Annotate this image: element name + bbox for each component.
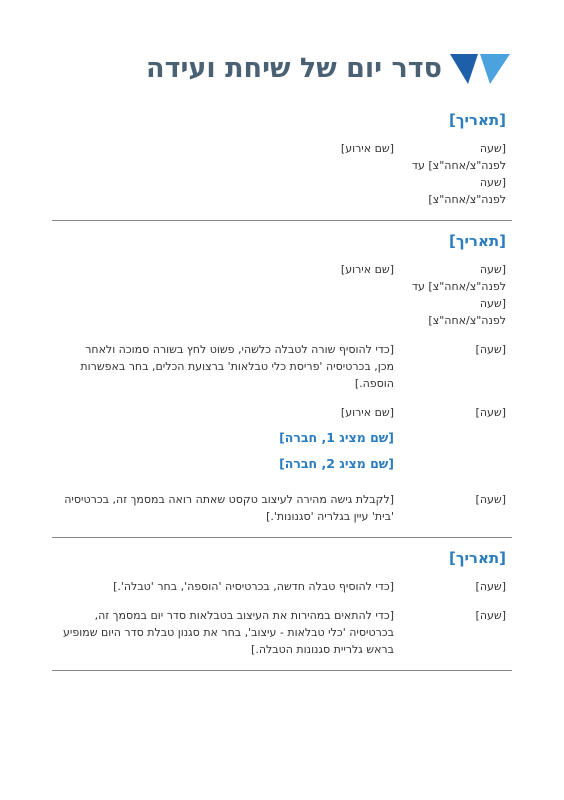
time-cell: [שעה]: [475, 406, 506, 419]
logo-chevron-light: [480, 54, 510, 84]
section-divider: [52, 670, 512, 671]
header: [52, 50, 512, 86]
time-cell: [שעה]: [475, 580, 506, 593]
agenda-section-2: [52, 231, 512, 538]
event-cell: [כדי להוסיף שורה לטבלה כלשהי, פשוט לחץ בשורה סמוכה ולאחר מכן, בכרטיסיה 'פריסת כלי טבלאות' ברצועת הכלים, בחר באפשרות הוספה.]: [80, 343, 394, 390]
event-cell: [כדי להוסיף טבלה חדשה, בכרטיסיה 'הוספה', בחר 'טבלה'.]: [113, 580, 394, 593]
agenda-section-3: [52, 548, 512, 671]
presenter-1: [שם מציג 1, חברה]: [279, 430, 394, 445]
agenda-row: [52, 607, 512, 658]
event-cell: [שם אירוע]: [340, 263, 394, 276]
agenda-section-1: [52, 110, 512, 221]
time-cell: [שעה לפנה"צ/אחה"צ] עד [שעה לפנה"צ/אחה"צ]: [412, 263, 506, 327]
section-date: [תאריך]: [449, 232, 506, 250]
presenter-2: [שם מציג 2, חברה]: [279, 456, 394, 471]
agenda-row: [52, 578, 512, 595]
section-divider: [52, 220, 512, 221]
section-divider: [52, 537, 512, 538]
time-cell: [שעה לפנה"צ/אחה"צ] עד [שעה לפנה"צ/אחה"צ]: [412, 142, 506, 206]
event-cell: [שם אירוע]: [340, 142, 394, 155]
logo-chevron-dark: [450, 54, 478, 84]
event-cell: [לקבלת גישה מהירה לעיצוב טקסט שאתה רואה במסמך זה, בכרטיסיה 'בית' עיין בגלריה 'סגנונות'.]: [64, 493, 394, 523]
page-title: סדר יום של שיחת ועידה: [146, 52, 442, 84]
event-cell: [52, 404, 400, 479]
time-cell: [שעה]: [475, 343, 506, 356]
section-date: [תאריך]: [449, 111, 506, 129]
agenda-row: [52, 261, 512, 329]
agenda-row: [52, 341, 512, 392]
double-chevron-logo-icon: [450, 50, 512, 86]
agenda-row: [52, 404, 512, 479]
event-cell: [כדי להתאים במהירות את העיצוב בטבלאות סדר יום במסמך זה, בכרטיסיה 'כלי טבלאות - עיצוב', בחר את סגנון טבלת סדר היום שמופיע בראש גלריית סגנונות הטבלה.]: [63, 609, 394, 656]
agenda-content: [52, 110, 512, 681]
time-cell: [שעה]: [475, 493, 506, 506]
agenda-row: [52, 491, 512, 525]
time-cell: [שעה]: [475, 609, 506, 622]
agenda-row: [52, 140, 512, 208]
section-date: [תאריך]: [449, 549, 506, 567]
event-name: [שם אירוע]: [340, 406, 394, 419]
